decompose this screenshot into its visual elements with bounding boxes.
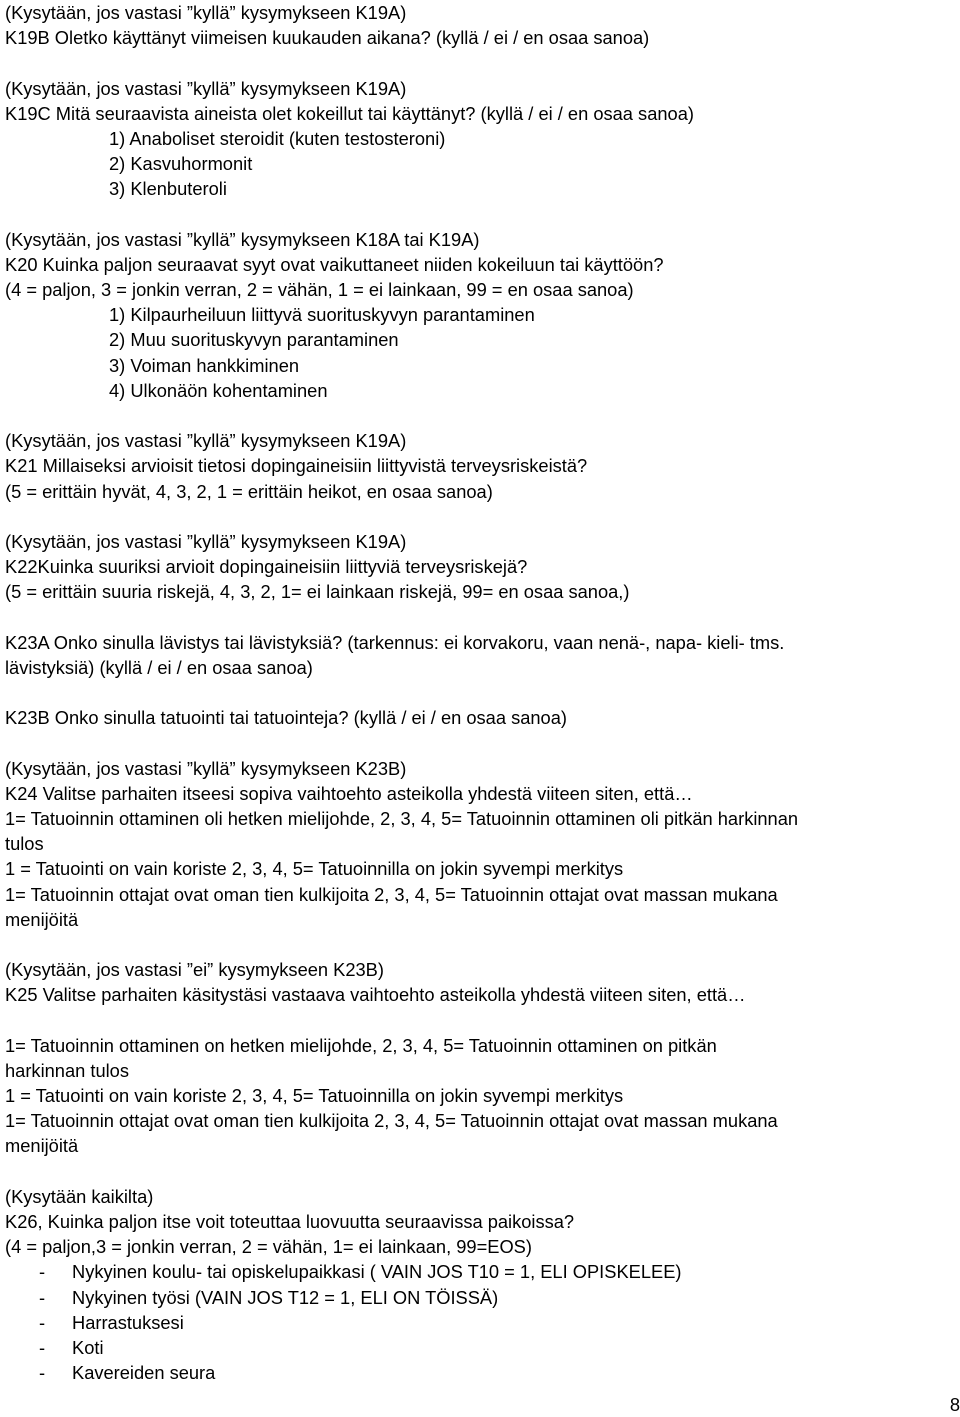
question-k22 xyxy=(5,529,955,605)
scale-line: 1= Tatuoinnin ottaminen on hetken mielijohde, 2, 3, 4, 5= Tatuoinnin ottaminen on pitkän xyxy=(5,1034,717,1056)
question-k25-scales xyxy=(5,1033,955,1159)
scale-line: 1= Tatuoinnin ottaminen oli hetken mielijohde, 2, 3, 4, 5= Tatuoinnin ottaminen oli pitkän harkinnan xyxy=(5,808,799,829)
scale-line-continued: menijöitä xyxy=(5,908,79,930)
dash-marker: - xyxy=(39,1286,46,1308)
list-item-text: Nykyinen työsi (VAIN JOS T12 = 1, ELI ON TÖISSÄ) xyxy=(72,1286,499,1308)
list-item-text: Kavereiden seura xyxy=(72,1362,216,1384)
question-k23b xyxy=(5,705,955,730)
page-number: 8 xyxy=(949,1394,960,1415)
question-text: K21 Millaiseksi arvioisit tietosi dopingaineisiin liittyvistä terveysriskeistä? xyxy=(5,455,588,477)
answer-option: 1) Kilpaurheiluun liittyvä suorituskyvyn parantaminen xyxy=(109,304,535,326)
condition-line: (Kysytään, jos vastasi ”ei” kysymykseen K23B) xyxy=(5,959,384,981)
condition-line: (Kysytään, jos vastasi ”kyllä” kysymykseen K19A) xyxy=(5,2,407,23)
question-k26 xyxy=(5,1184,955,1386)
scale-line: (4 = paljon,3 = jonkin verran, 2 = vähän, 1= ei lainkaan, 99=EOS) xyxy=(5,1236,532,1258)
list-item-text: Harrastuksesi xyxy=(72,1311,184,1333)
scale-line-continued: menijöitä xyxy=(5,1135,79,1157)
dash-marker: - xyxy=(39,1261,46,1283)
condition-line: (Kysytään, jos vastasi ”kyllä” kysymykseen K19A) xyxy=(5,77,407,99)
question-k21 xyxy=(5,428,955,504)
dash-marker: - xyxy=(39,1362,46,1384)
question-text: K23B Onko sinulla tatuointi tai tatuointeja? (kyllä / ei / en osaa sanoa) xyxy=(5,707,567,729)
question-text: K26, Kuinka paljon itse voit toteuttaa luovuutta seuraavissa paikoissa? xyxy=(5,1211,575,1232)
list-item xyxy=(5,1335,955,1360)
question-k25 xyxy=(5,957,955,1007)
question-text: K20 Kuinka paljon seuraavat syyt ovat vaikuttaneet niiden kokeiluun tai käyttöön? xyxy=(5,253,664,275)
question-text: K22Kuinka suuriksi arvioit dopingaineisiin liittyviä terveysriskejä? xyxy=(5,556,528,578)
list-item xyxy=(5,1259,955,1284)
question-k24 xyxy=(5,756,955,932)
list-item-text: Nykyinen koulu- tai opiskelupaikkasi ( VAIN JOS T10 = 1, ELI OPISKELEE) xyxy=(72,1261,682,1283)
scale-line: 1= Tatuoinnin ottajat ovat oman tien kulkijoita 2, 3, 4, 5= Tatuoinnin ottajat ovat massan mukana xyxy=(5,883,778,905)
answer-option: 1) Anaboliset steroidit (kuten testosteroni) xyxy=(109,127,446,149)
dash-marker: - xyxy=(39,1311,46,1333)
question-text: K19C Mitä seuraavista aineista olet kokeillut tai käyttänyt? (kyllä / ei / en osaa sanoa) xyxy=(5,102,694,124)
question-k19b xyxy=(5,0,955,50)
scale-line: (5 = erittäin suuria riskejä, 4, 3, 2, 1= ei lainkaan riskejä, 99= en osaa sanoa,) xyxy=(5,581,630,603)
question-text: K24 Valitse parhaiten itseesi sopiva vaihtoehto asteikolla yhdestä viiteen siten, että… xyxy=(5,782,693,804)
answer-option: 2) Kasvuhormonit xyxy=(109,153,253,175)
scale-line: 1 = Tatuointi on vain koriste 2, 3, 4, 5= Tatuoinnilla on jokin syvempi merkitys xyxy=(5,858,624,880)
condition-line: (Kysytään kaikilta) xyxy=(5,1185,154,1207)
scale-line: (5 = erittäin hyvät, 4, 3, 2, 1 = erittäin heikot, en osaa sanoa) xyxy=(5,480,493,502)
list-item xyxy=(5,1285,955,1310)
question-text-continued: lävistyksiä) (kyllä / ei / en osaa sanoa) xyxy=(5,656,313,678)
question-text: K19B Oletko käyttänyt viimeisen kuukauden aikana? (kyllä / ei / en osaa sanoa) xyxy=(5,27,650,49)
question-k19c xyxy=(5,76,955,202)
list-item xyxy=(5,1360,955,1385)
question-text: K25 Valitse parhaiten käsitystäsi vastaava vaihtoehto asteikolla yhdestä viiteen siten, että… xyxy=(5,984,746,1006)
scale-line: 1= Tatuoinnin ottajat ovat oman tien kulkijoita 2, 3, 4, 5= Tatuoinnin ottajat ovat massan mukana xyxy=(5,1110,778,1132)
scale-line: (4 = paljon, 3 = jonkin verran, 2 = vähän, 1 = ei lainkaan, 99 = en osaa sanoa) xyxy=(5,279,634,301)
scale-line-continued: tulos xyxy=(5,833,44,855)
condition-line: (Kysytään, jos vastasi ”kyllä” kysymykseen K18A tai K19A) xyxy=(5,228,480,250)
answer-option: 2) Muu suorituskyvyn parantaminen xyxy=(109,329,399,351)
scale-line-continued: harkinnan tulos xyxy=(5,1059,129,1081)
question-text: K23A Onko sinulla lävistys tai lävistyksiä? (tarkennus: ei korvakoru, vaan nenä-, napa- kieli- tms. xyxy=(5,631,785,653)
condition-line: (Kysytään, jos vastasi ”kyllä” kysymykseen K19A) xyxy=(5,530,407,552)
dash-marker: - xyxy=(39,1336,46,1358)
question-k20 xyxy=(5,227,955,403)
condition-line: (Kysytään, jos vastasi ”kyllä” kysymykseen K23B) xyxy=(5,757,407,779)
list-item xyxy=(5,1310,955,1335)
question-k23a xyxy=(5,630,955,680)
answer-option: 3) Voiman hankkiminen xyxy=(109,354,300,376)
condition-line: (Kysytään, jos vastasi ”kyllä” kysymykseen K19A) xyxy=(5,430,407,452)
scale-line: 1 = Tatuointi on vain koriste 2, 3, 4, 5= Tatuoinnilla on jokin syvempi merkitys xyxy=(5,1085,624,1107)
answer-option: 4) Ulkonäön kohentaminen xyxy=(109,379,328,401)
list-item-text: Koti xyxy=(72,1336,104,1358)
answer-option: 3) Klenbuteroli xyxy=(109,178,227,200)
document-page xyxy=(5,0,955,1385)
